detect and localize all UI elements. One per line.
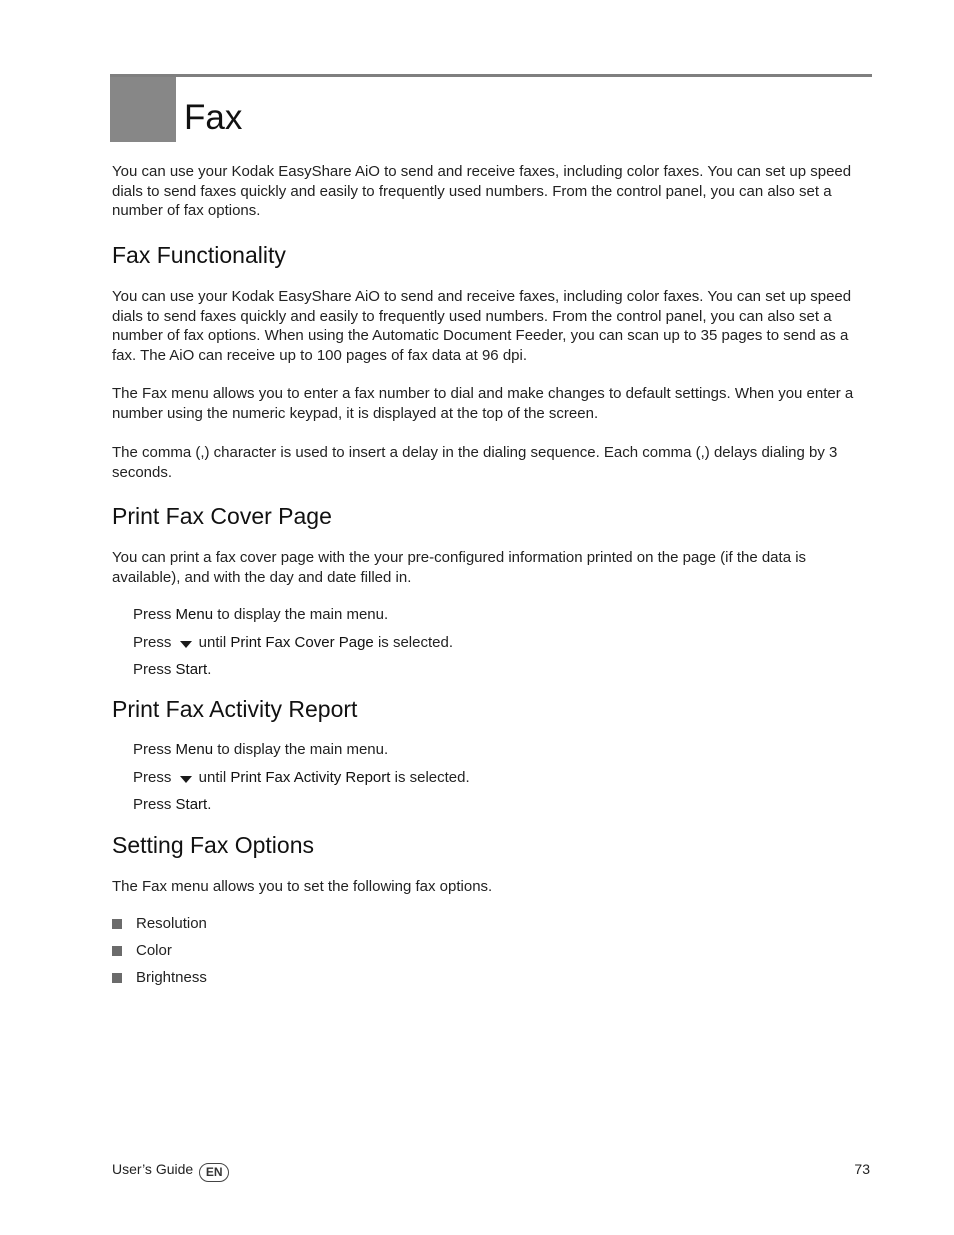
step-text: Press [133,634,176,651]
heading-setting-fax-options: Setting Fax Options [112,832,314,858]
square-bullet-icon [112,946,122,956]
heading-print-fax-activity-report: Print Fax Activity Report [112,696,358,722]
step-text: to display the main menu. [213,606,389,623]
start-button-label: Start [175,661,208,678]
heading-print-fax-cover-page: Print Fax Cover Page [112,503,332,529]
footer-guide [112,1158,229,1182]
report-step-2 [133,768,470,788]
heading-fax-functionality: Fax Functionality [112,242,286,268]
cover-step-3 [133,660,211,680]
menu-option-label: Print Fax Cover Page [230,634,374,651]
step-text: Press [133,769,176,786]
step-text: to display the main menu. [213,741,389,758]
menu-button-label: Menu [175,741,214,758]
cover-step-2 [133,633,453,653]
down-arrow-icon [180,776,192,783]
list-item [112,941,172,961]
start-button-label: Start [175,796,208,813]
footer-guide-label: User’s Guide [112,1161,194,1177]
fax-functionality-paragraph: You can use your Kodak EasyShare AiO to send and receive faxes, including color faxes. You can set up speed dials to send faxes quickly and easily to frequently used numbers. From the control panel, you can also set a number of fax options. When using the Automatic Document Feeder, you can scan up to 35 pages to send as a fax. The AiO can receive up to 100 pages of fax data at 96 dpi. [112,288,852,364]
report-step-1 [133,740,388,760]
comma-delay-paragraph: The comma (,) character is used to insert a delay in the dialing sequence. Each comma (,) delays dialing by 3 seconds. [112,444,838,481]
step-text: Press [133,606,176,623]
step-text: until [194,634,231,651]
square-bullet-icon [112,973,122,983]
chapter-title: Fax [184,98,243,137]
list-item-label: Brightness [136,969,207,986]
list-item-label: Resolution [136,915,207,932]
down-arrow-icon [180,641,192,648]
menu-option-label: Print Fax Activity Report [230,769,391,786]
square-bullet-icon [112,919,122,929]
step-text: Press [133,796,176,813]
intro-paragraph: You can use your Kodak EasyShare AiO to send and receive faxes, including color faxes. You can set up speed dials to send faxes quickly and easily to frequently used numbers. From the control panel, you can also set a number of fax options. [112,163,852,219]
chapter-marker-block [110,77,176,142]
fax-options-paragraph: The Fax menu allows you to set the following fax options. [112,878,493,895]
cover-page-paragraph: You can print a fax cover page with the your pre-configured information printed on the page (if the data is available), and with the day and date filled in. [112,549,807,586]
step-text: until [194,769,231,786]
cover-step-1 [133,605,388,625]
step-text: . [207,661,212,678]
step-text: is selected. [373,634,453,651]
chapter-top-rule [110,74,872,77]
step-text: . [207,796,212,813]
menu-button-label: Menu [175,606,214,623]
language-badge-icon: EN [199,1163,229,1182]
step-text: is selected. [390,769,470,786]
list-item [112,968,207,988]
page-number: 73 [854,1161,870,1177]
list-item-label: Color [136,942,172,959]
list-item [112,914,207,934]
step-text: Press [133,741,176,758]
step-text: Press [133,661,176,678]
fax-menu-paragraph: The Fax menu allows you to enter a fax number to dial and make changes to default settings. When you enter a number using the numeric keypad, it is displayed at the top of the screen. [112,385,854,422]
report-step-3 [133,795,211,815]
